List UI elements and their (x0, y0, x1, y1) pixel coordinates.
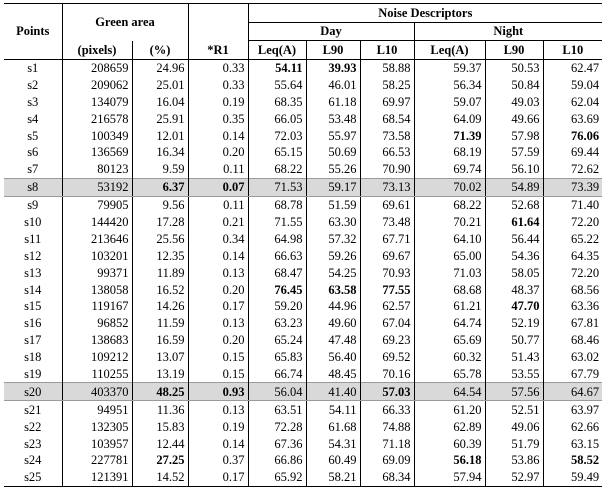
cell-r1: 0.13 (188, 315, 248, 332)
cell-r1: 0.37 (188, 452, 248, 469)
table-row (4, 383, 602, 401)
cell-night-leq: 56.18 (414, 452, 485, 469)
cell-pixels: 216578 (62, 110, 132, 127)
cell-day-l90: 49.60 (306, 315, 360, 332)
cell-percent: 11.36 (132, 401, 188, 418)
cell-point: s5 (27, 128, 39, 143)
cell-r1: 0.20 (188, 144, 248, 161)
cell-day-l10: 68.34 (360, 469, 414, 486)
cell-night-l10: 68.56 (543, 281, 602, 298)
cell-night-l10: 72.20 (543, 214, 602, 231)
cell-pixels: 227781 (62, 452, 132, 469)
table-row (4, 366, 602, 383)
cell-day-leq: 72.28 (248, 418, 306, 435)
cell-point: s24 (24, 453, 42, 468)
cell-point: s19 (24, 366, 42, 381)
table-row (4, 196, 602, 213)
cell-pixels: 99371 (62, 264, 132, 281)
cell-point: s3 (27, 94, 39, 109)
cell-night-leq: 65.69 (414, 332, 485, 349)
cell-night-l90: 51.43 (485, 349, 543, 366)
table-row (4, 349, 602, 366)
cell-day-l10: 70.90 (360, 161, 414, 178)
cell-percent: 13.19 (132, 366, 188, 383)
header-day-l10: L10 (360, 41, 414, 60)
cell-night-l90: 48.37 (485, 281, 543, 298)
cell-day-l10: 73.48 (360, 214, 414, 231)
table-row (4, 332, 602, 349)
cell-pixels: 100349 (62, 127, 132, 144)
cell-point: s13 (24, 265, 42, 280)
table-row (4, 298, 602, 315)
cell-pixels: 136569 (62, 144, 132, 161)
cell-day-leq: 66.63 (248, 247, 306, 264)
table-row (4, 178, 602, 196)
cell-day-leq: 63.51 (248, 401, 306, 418)
cell-night-l10: 72.62 (543, 161, 602, 178)
cell-night-l90: 52.97 (485, 469, 543, 486)
cell-night-l10: 63.02 (543, 349, 602, 366)
cell-r1: 0.14 (188, 127, 248, 144)
cell-day-leq: 65.24 (248, 332, 306, 349)
cell-night-l10: 63.15 (543, 435, 602, 452)
cell-day-l90: 54.11 (306, 401, 360, 418)
cell-night-l10: 59.04 (543, 76, 602, 93)
cell-percent: 25.91 (132, 110, 188, 127)
table-row (4, 127, 602, 144)
cell-day-l90: 48.45 (306, 366, 360, 383)
cell-night-l10: 62.47 (543, 59, 602, 76)
cell-day-leq: 65.92 (248, 469, 306, 486)
cell-pixels: 134079 (62, 93, 132, 110)
cell-day-l10: 69.52 (360, 349, 414, 366)
cell-percent: 12.35 (132, 247, 188, 264)
cell-night-l90: 61.64 (485, 214, 543, 231)
cell-day-leq: 71.53 (248, 178, 306, 196)
cell-night-leq: 64.74 (414, 315, 485, 332)
cell-pixels: 109212 (62, 349, 132, 366)
cell-night-leq: 65.00 (414, 247, 485, 264)
cell-night-leq: 71.39 (414, 127, 485, 144)
cell-percent: 11.59 (132, 315, 188, 332)
header-day: Day (248, 22, 414, 41)
cell-day-leq: 56.04 (248, 383, 306, 401)
table-body (4, 59, 602, 486)
cell-day-l10: 77.55 (360, 281, 414, 298)
cell-night-l90: 53.55 (485, 366, 543, 383)
cell-day-l10: 69.23 (360, 332, 414, 349)
cell-day-l10: 57.03 (360, 383, 414, 401)
cell-percent: 25.01 (132, 76, 188, 93)
cell-percent: 16.52 (132, 281, 188, 298)
cell-night-leq: 64.10 (414, 230, 485, 247)
cell-point: s1 (27, 60, 39, 75)
cell-night-l90: 57.56 (485, 383, 543, 401)
cell-day-l90: 59.26 (306, 247, 360, 264)
cell-percent: 24.96 (132, 59, 188, 76)
cell-r1: 0.35 (188, 110, 248, 127)
cell-day-l90: 63.58 (306, 281, 360, 298)
cell-day-l10: 70.93 (360, 264, 414, 281)
cell-r1: 0.17 (188, 298, 248, 315)
table-row (4, 281, 602, 298)
cell-day-l90: 59.17 (306, 178, 360, 196)
cell-day-l10: 73.58 (360, 127, 414, 144)
cell-day-l10: 69.67 (360, 247, 414, 264)
cell-point: s8 (4, 178, 62, 196)
cell-r1: 0.21 (188, 214, 248, 231)
cell-day-leq: 55.64 (248, 76, 306, 93)
table-row (4, 230, 602, 247)
cell-day-leq: 68.47 (248, 264, 306, 281)
cell-day-leq: 67.36 (248, 435, 306, 452)
cell-day-l10: 69.61 (360, 196, 414, 213)
cell-day-l90: 55.97 (306, 127, 360, 144)
cell-night-l10: 62.04 (543, 93, 602, 110)
header-r1-spacer (188, 4, 248, 41)
cell-day-leq: 64.98 (248, 230, 306, 247)
cell-point: s15 (24, 299, 42, 314)
header-night-l10: L10 (543, 41, 602, 60)
table-row (4, 418, 602, 435)
table-row (4, 435, 602, 452)
cell-day-l10: 62.57 (360, 298, 414, 315)
cell-point: s25 (4, 469, 62, 486)
cell-day-l90: 46.01 (306, 76, 360, 93)
cell-r1: 0.07 (188, 178, 248, 196)
cell-percent: 15.83 (132, 418, 188, 435)
cell-day-l10: 70.16 (360, 366, 414, 383)
cell-night-leq: 68.22 (414, 196, 485, 213)
cell-night-l10: 63.97 (543, 401, 602, 418)
cell-night-l90: 52.51 (485, 401, 543, 418)
cell-night-l10: 76.06 (543, 127, 602, 144)
cell-night-l10: 64.35 (543, 247, 602, 264)
cell-day-l10: 66.33 (360, 401, 414, 418)
cell-day-l10: 69.09 (360, 452, 414, 469)
cell-day-leq: 66.86 (248, 452, 306, 469)
header-points: Points (4, 4, 62, 60)
cell-point: s17 (24, 333, 42, 348)
cell-day-l10: 69.97 (360, 93, 414, 110)
cell-night-l10: 63.69 (543, 110, 602, 127)
cell-night-leq: 61.20 (414, 401, 485, 418)
cell-night-l90: 54.36 (485, 247, 543, 264)
cell-day-l90: 56.40 (306, 349, 360, 366)
cell-pixels: 80123 (62, 161, 132, 178)
table-row (4, 214, 602, 231)
cell-night-leq: 57.94 (414, 469, 485, 486)
table-row (4, 452, 602, 469)
cell-night-leq: 68.68 (414, 281, 485, 298)
cell-night-l90: 56.44 (485, 230, 543, 247)
cell-night-l90: 52.68 (485, 196, 543, 213)
cell-night-l90: 49.03 (485, 93, 543, 110)
header-night-l90: L90 (485, 41, 543, 60)
table-row (4, 161, 602, 178)
cell-percent: 14.26 (132, 298, 188, 315)
cell-pixels: 94951 (62, 401, 132, 418)
cell-day-leq: 66.74 (248, 366, 306, 383)
cell-night-leq: 59.37 (414, 59, 485, 76)
cell-point: s7 (27, 162, 39, 177)
cell-day-leq: 66.05 (248, 110, 306, 127)
cell-night-l90: 50.84 (485, 76, 543, 93)
cell-percent: 17.28 (132, 214, 188, 231)
cell-r1: 0.15 (188, 349, 248, 366)
cell-day-l90: 54.25 (306, 264, 360, 281)
cell-night-l90: 51.79 (485, 435, 543, 452)
table-row (4, 469, 602, 486)
cell-day-leq: 59.20 (248, 298, 306, 315)
cell-day-l10: 71.18 (360, 435, 414, 452)
table-row (4, 144, 602, 161)
cell-day-l90: 61.18 (306, 93, 360, 110)
cell-night-l90: 53.86 (485, 452, 543, 469)
table-row (4, 76, 602, 93)
header-noise-descriptors: Noise Descriptors (248, 4, 602, 23)
cell-night-l10: 72.20 (543, 264, 602, 281)
cell-r1: 0.33 (188, 76, 248, 93)
cell-night-leq: 61.21 (414, 298, 485, 315)
cell-night-l90: 54.89 (485, 178, 543, 196)
cell-night-l10: 68.46 (543, 332, 602, 349)
cell-pixels: 213646 (62, 230, 132, 247)
cell-r1: 0.11 (188, 161, 248, 178)
cell-percent: 48.25 (132, 383, 188, 401)
table-row (4, 401, 602, 418)
cell-point: s23 (24, 436, 42, 451)
cell-r1: 0.17 (188, 469, 248, 486)
cell-night-l90: 50.53 (485, 59, 543, 76)
header-percent: (%) (132, 41, 188, 60)
cell-day-leq: 54.11 (248, 59, 306, 76)
cell-night-l10: 67.79 (543, 366, 602, 383)
cell-night-l90: 52.19 (485, 315, 543, 332)
cell-day-leq: 68.22 (248, 161, 306, 178)
cell-point: s16 (24, 316, 42, 331)
cell-r1: 0.14 (188, 247, 248, 264)
cell-night-l10: 59.49 (543, 469, 602, 486)
cell-point: s2 (27, 77, 39, 92)
cell-night-l10: 69.44 (543, 144, 602, 161)
cell-day-l90: 50.69 (306, 144, 360, 161)
cell-point: s14 (24, 282, 42, 297)
cell-night-leq: 60.39 (414, 435, 485, 452)
cell-day-l90: 51.59 (306, 196, 360, 213)
cell-r1: 0.33 (188, 59, 248, 76)
cell-day-leq: 76.45 (248, 281, 306, 298)
cell-r1: 0.19 (188, 418, 248, 435)
cell-day-leq: 71.55 (248, 214, 306, 231)
cell-day-l90: 41.40 (306, 383, 360, 401)
cell-day-leq: 65.83 (248, 349, 306, 366)
cell-night-l90: 47.70 (485, 298, 543, 315)
cell-r1: 0.93 (188, 383, 248, 401)
cell-night-leq: 56.34 (414, 76, 485, 93)
cell-day-l90: 54.31 (306, 435, 360, 452)
cell-pixels: 403370 (62, 383, 132, 401)
cell-r1: 0.19 (188, 93, 248, 110)
cell-day-l90: 60.49 (306, 452, 360, 469)
cell-night-l10: 64.67 (543, 383, 602, 401)
cell-night-l90: 49.66 (485, 110, 543, 127)
cell-percent: 16.04 (132, 93, 188, 110)
cell-point: s18 (24, 350, 42, 365)
cell-night-l10: 58.52 (543, 452, 602, 469)
cell-night-l90: 50.77 (485, 332, 543, 349)
cell-point: s10 (24, 214, 42, 229)
cell-night-l90: 58.05 (485, 264, 543, 281)
table-row (4, 315, 602, 332)
cell-pixels: 79905 (62, 196, 132, 213)
header-r1: *R1 (188, 41, 248, 60)
cell-day-leq: 68.78 (248, 196, 306, 213)
cell-day-l90: 44.96 (306, 298, 360, 315)
cell-r1: 0.34 (188, 230, 248, 247)
cell-day-leq: 65.15 (248, 144, 306, 161)
cell-pixels: 209062 (62, 76, 132, 93)
cell-day-l90: 61.68 (306, 418, 360, 435)
cell-day-l10: 58.25 (360, 76, 414, 93)
cell-night-leq: 64.54 (414, 383, 485, 401)
cell-percent: 11.89 (132, 264, 188, 281)
cell-percent: 12.44 (132, 435, 188, 452)
cell-day-l10: 67.04 (360, 315, 414, 332)
cell-pixels: 138683 (62, 332, 132, 349)
header-pixels: (pixels) (62, 41, 132, 60)
cell-r1: 0.14 (188, 435, 248, 452)
cell-pixels: 103201 (62, 247, 132, 264)
cell-pixels: 53192 (62, 178, 132, 196)
cell-r1: 0.20 (188, 332, 248, 349)
cell-pixels: 132305 (62, 418, 132, 435)
cell-night-leq: 62.89 (414, 418, 485, 435)
cell-pixels: 138058 (62, 281, 132, 298)
cell-night-leq: 70.02 (414, 178, 485, 196)
cell-point: s20 (4, 383, 62, 401)
cell-percent: 9.56 (132, 196, 188, 213)
cell-day-l90: 57.32 (306, 230, 360, 247)
cell-night-l90: 56.10 (485, 161, 543, 178)
cell-point: s12 (24, 248, 42, 263)
cell-day-l10: 58.88 (360, 59, 414, 76)
cell-percent: 6.37 (132, 178, 188, 196)
cell-pixels: 96852 (62, 315, 132, 332)
cell-night-l10: 71.40 (543, 196, 602, 213)
cell-pixels: 119167 (62, 298, 132, 315)
cell-night-l90: 57.59 (485, 144, 543, 161)
cell-point: s22 (24, 419, 42, 434)
cell-r1: 0.15 (188, 366, 248, 383)
cell-point: s6 (27, 145, 39, 160)
noise-data-table (4, 3, 602, 487)
cell-night-l10: 63.36 (543, 298, 602, 315)
table-row (4, 110, 602, 127)
header-night-leq: Leq(A) (414, 41, 485, 60)
table-row (4, 264, 602, 281)
header-day-leq: Leq(A) (248, 41, 306, 60)
cell-night-l10: 65.22 (543, 230, 602, 247)
cell-night-l90: 49.06 (485, 418, 543, 435)
cell-pixels: 110255 (62, 366, 132, 383)
cell-day-l90: 63.30 (306, 214, 360, 231)
header-night: Night (414, 22, 602, 41)
header-green-area: Green area (62, 4, 188, 41)
cell-percent: 12.01 (132, 127, 188, 144)
cell-day-l10: 68.54 (360, 110, 414, 127)
cell-day-l90: 47.48 (306, 332, 360, 349)
cell-day-l10: 74.88 (360, 418, 414, 435)
cell-percent: 13.07 (132, 349, 188, 366)
cell-r1: 0.13 (188, 264, 248, 281)
cell-day-l10: 73.13 (360, 178, 414, 196)
cell-r1: 0.20 (188, 281, 248, 298)
cell-percent: 14.52 (132, 469, 188, 486)
cell-night-leq: 71.03 (414, 264, 485, 281)
cell-night-leq: 70.21 (414, 214, 485, 231)
cell-r1: 0.11 (188, 196, 248, 213)
cell-day-leq: 68.35 (248, 93, 306, 110)
cell-day-l90: 58.21 (306, 469, 360, 486)
table-row (4, 93, 602, 110)
cell-day-leq: 72.03 (248, 127, 306, 144)
cell-percent: 27.25 (132, 452, 188, 469)
cell-night-leq: 68.19 (414, 144, 485, 161)
header-day-l90: L90 (306, 41, 360, 60)
cell-night-l90: 57.98 (485, 127, 543, 144)
cell-night-leq: 65.78 (414, 366, 485, 383)
cell-day-l90: 53.48 (306, 110, 360, 127)
cell-percent: 9.59 (132, 161, 188, 178)
cell-night-leq: 69.74 (414, 161, 485, 178)
cell-pixels: 121391 (62, 469, 132, 486)
cell-percent: 16.34 (132, 144, 188, 161)
cell-point: s9 (27, 198, 39, 213)
cell-day-l10: 67.71 (360, 230, 414, 247)
cell-night-leq: 64.09 (414, 110, 485, 127)
cell-day-l90: 55.26 (306, 161, 360, 178)
cell-night-l10: 62.66 (543, 418, 602, 435)
cell-night-l10: 73.39 (543, 178, 602, 196)
table-row (4, 59, 602, 76)
cell-night-leq: 60.32 (414, 349, 485, 366)
table-row (4, 247, 602, 264)
cell-point: s4 (27, 111, 39, 126)
cell-pixels: 103957 (62, 435, 132, 452)
cell-r1: 0.13 (188, 401, 248, 418)
cell-night-l10: 67.81 (543, 315, 602, 332)
cell-point: s21 (24, 402, 42, 417)
cell-point: s11 (24, 231, 42, 246)
cell-day-l10: 66.53 (360, 144, 414, 161)
cell-pixels: 208659 (62, 59, 132, 76)
cell-day-l90: 39.93 (306, 59, 360, 76)
cell-percent: 25.56 (132, 230, 188, 247)
cell-pixels: 144420 (62, 214, 132, 231)
cell-night-leq: 59.07 (414, 93, 485, 110)
cell-percent: 16.59 (132, 332, 188, 349)
cell-day-leq: 63.23 (248, 315, 306, 332)
